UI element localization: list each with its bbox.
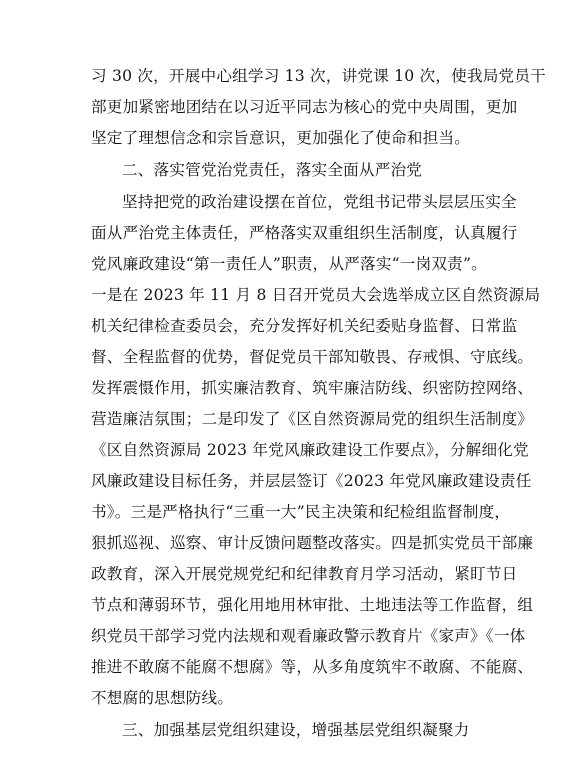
body-text-line: 坚持把党的政治建设摆在首位，党组书记带头层层压实全: [122, 193, 517, 211]
body-text-line: 发挥震慑作用，抓实廉洁教育、筑牢廉洁防线、织密防控网络、: [91, 379, 534, 397]
body-text-line: 习 30 次，开展中心组学习 13 次，讲党课 10 次，使我局党员干: [91, 67, 546, 85]
body-text-line: 督、全程监督的优势，督促党员干部知敬畏、存戒惧、守底线。: [91, 348, 534, 366]
body-text-line: 节点和薄弱环节，强化用地用林审批、土地违法等工作监督，组: [91, 596, 534, 614]
body-text-line: 不想腐的思想防线。: [91, 689, 234, 707]
body-text-line: 风廉政建设目标任务，并层层签订《2023 年党风廉政建设责任: [91, 472, 532, 490]
body-text-line: 政教育，深入开展党规党纪和纪律教育月学习活动，紧盯节日: [91, 565, 518, 583]
body-text-line: 一是在 2023 年 11 月 8 日召开党员大会选举成立区自然资源局: [91, 286, 541, 304]
body-text-line: 营造廉洁氛围；二是印发了《区自然资源局党的组织生活制度》: [91, 410, 534, 428]
body-text-line: 部更加紧密地团结在以习近平同志为核心的党中央周围，更加: [91, 98, 518, 116]
body-text-line: 《区自然资源局 2023 年党风廉政建设工作要点》，分解细化党: [91, 441, 529, 459]
body-text-line: 机关纪律检查委员会，充分发挥好机关纪委贴身监督、日常监: [91, 317, 518, 335]
body-text-line: 党风廉政建设“第一责任人”职责，从严落实“一岗双责”。: [91, 255, 487, 273]
body-text-line: 推进不敢腐不能腐不想腐》等，从多角度筑牢不敢腐、不能腐、: [91, 658, 534, 676]
section-heading: 二、落实管党治党责任，落实全面从严治党: [122, 161, 423, 179]
section-heading: 三、加强基层党组织建设，增强基层党组织凝聚力: [122, 721, 470, 739]
body-text-line: 织党员干部学习党内法规和观看廉政警示教育片《家声》《一体: [91, 627, 526, 645]
body-text-line: 坚定了理想信念和宗旨意识，更加强化了使命和担当。: [91, 129, 471, 147]
body-text-line: 狠抓巡视、巡察、审计反馈问题整改落实。四是抓实党员干部廉: [91, 534, 534, 552]
body-text-line: 面从严治党主体责任，严格落实双重组织生活制度，认真履行: [91, 224, 518, 242]
body-text-line: 书》。三是严格执行“三重一大”民主决策和纪检组监督制度，: [91, 503, 511, 521]
